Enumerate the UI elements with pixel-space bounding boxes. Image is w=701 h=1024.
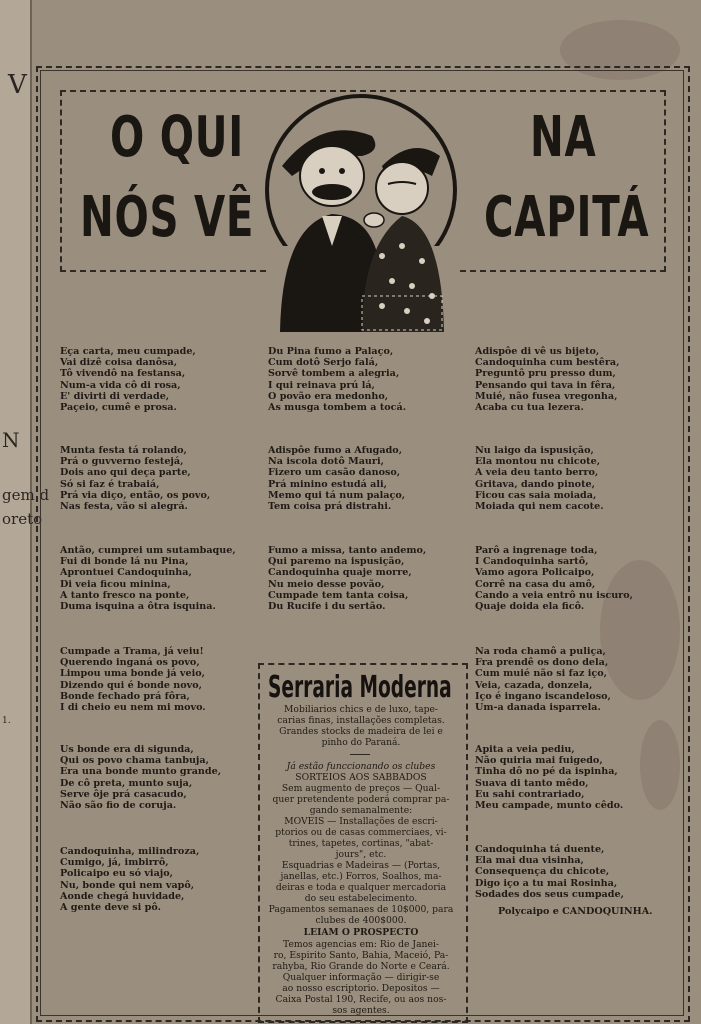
stanza [475, 346, 619, 413]
stanza [268, 445, 405, 512]
ad-divider [350, 754, 370, 755]
verse-line: Antão, cumprei um sutambaque, [60, 545, 236, 556]
verse-line: Iço é ingano iscandeloso, [475, 690, 611, 702]
ad-line: LEIAM O PROSPECTO [303, 927, 419, 938]
verse-line: Querendo inganá os povo, [60, 657, 200, 669]
ad-line: rahyba, Rio Grande do Norte e Ceará. [272, 961, 450, 972]
ad-line: Pagamentos semanaes de 10$000, para [268, 904, 454, 915]
verse-line: Acaba cu tua lezera. [475, 402, 584, 414]
ad-line: ptorios ou de casas commerciaes, vi- [275, 827, 447, 838]
stanza [475, 744, 623, 811]
verse-line: Vamo agora Policaipo, [475, 567, 595, 579]
ad-line: pinho do Paraná. [321, 737, 401, 748]
verse-line: Munta festa tá rolando, [60, 445, 187, 456]
stanza [60, 445, 210, 512]
verse-line: Cando a veia entrô nu iscuro, [475, 589, 633, 601]
verse-line: Gritava, dando pinote, [475, 478, 595, 490]
verse-line: Qui paremo na ispusição, [268, 556, 405, 568]
verse-line: Prá o guvverno festejá, [60, 456, 184, 468]
verse-line: Fizero um casão danoso, [268, 467, 401, 479]
ad-line: Esquadrias e Madeiras — (Portas, [281, 860, 441, 871]
verse-line: Qui os povo chama tanbuja, [60, 755, 209, 767]
verse-line: Dizendo qui é bonde novo, [60, 679, 202, 691]
verse-line: Cum dotô Serjo falá, [268, 357, 379, 369]
verse-line: Candoquinha cum bestêra, [475, 357, 620, 369]
verse-line: Cumpade tem tanta coisa, [268, 589, 409, 601]
ad-line: janellas, etc.) Forros, Soalhos, ma- [280, 871, 442, 882]
verse-line: Du Rucife i du sertão. [268, 601, 386, 613]
ad-line: sos agentes. [332, 1005, 390, 1016]
ad-line: Sem augmento de preços — Qual- [281, 783, 441, 794]
verse-line: I Candoquinha sartô, [475, 556, 589, 568]
neighbor-fragment: 1. [2, 716, 11, 726]
verse-line: I di cheio eu nem mi movo. [60, 702, 206, 714]
verse-line: Nu meio desse povão, [268, 578, 385, 590]
ad-line: ro, Espirito Santo, Bahia, Maceió, Pa- [273, 950, 449, 961]
verse-line: Num-a vida cô di rosa, [60, 379, 181, 391]
verse-line: Prá via diço, então, os povo, [60, 489, 211, 501]
verse-line: Vai dizê coisa danôsa, [60, 357, 178, 369]
verse-line: A gente deve si pô. [60, 902, 161, 914]
stanza [60, 545, 236, 612]
ad-line: ao nosso escriptorio. Depositos — [282, 983, 440, 994]
verse-line: Não são fio de coruja. [60, 800, 177, 812]
verse-line: As musga tombem a tocá. [268, 402, 407, 414]
stanza [475, 445, 604, 512]
stanza [60, 346, 196, 413]
verse-line: Sorvê tombem a alegria, [268, 368, 400, 380]
stanza [268, 545, 426, 612]
verse-line: Nas festa, vão si alegrá. [60, 501, 188, 513]
verse-line: Policaipo eu só viajo, [60, 868, 173, 880]
verse-line: Prá minino estudá ali, [268, 478, 387, 490]
verse-line: Aprontuei Candoquinha, [60, 567, 192, 579]
neighbor-fragment: V [8, 70, 27, 100]
verse-line: Parô a ingrenage toda, [475, 545, 598, 556]
verse-line: Fui di bonde lá nu Pina, [60, 556, 189, 568]
verse-line: Ficou cas saia moiada, [475, 489, 597, 501]
ad-line: Já estão funccionando os clubes [286, 761, 436, 772]
verse-line: Eça carta, meu cumpade, [60, 346, 196, 357]
ad-line: Temos agencias em: Rio de Janei- [283, 939, 439, 950]
caricature-illustration [262, 96, 460, 332]
verse-line: Veia, cazada, donzela, [475, 679, 593, 691]
verse-line: Us bonde era di sigunda, [60, 744, 194, 755]
verse-line: Adispôe fumo a Afugado, [268, 445, 403, 456]
verse-line: Só si faz é trabaiá, [60, 478, 160, 490]
verse-line: Candoquinha tá duente, [475, 844, 605, 855]
headline-left-top: O QUI [110, 105, 244, 170]
ad-title: Serraria Moderna [268, 670, 452, 705]
verse-line: A tanto fresco na ponte, [60, 589, 190, 601]
verse-line: Candoquinha quaje morre, [268, 567, 412, 579]
ad-line: jours", etc. [335, 849, 387, 860]
verse-line: E' divirti di verdade, [60, 390, 170, 402]
ad-line: do seu estabelecimento. [304, 893, 418, 904]
verse-line: Nu laigo da ispusição, [475, 445, 594, 456]
stanza [60, 646, 206, 713]
verse-line: Ela mai dua visinha, [475, 855, 584, 867]
stanza [475, 545, 633, 612]
verse-line: Fumo a missa, tanto andemo, [268, 545, 427, 556]
verse-line: Fra prendê os dono dela, [475, 657, 609, 669]
verse-line: Duma isquina a ôtra isquina. [60, 601, 216, 613]
verse-line: O povão era medonho, [268, 390, 389, 402]
verse-line: Memo qui tá num palaço, [268, 489, 406, 501]
neighbor-fragment: gem d [2, 486, 50, 504]
verse-line: Meu campade, munto cêdo. [475, 800, 624, 812]
ad-line: MOVEIS — Installações de escri- [284, 816, 438, 827]
verse-line: Dois ano qui deça parte, [60, 467, 191, 479]
verse-line: Limpou uma bonde já veio, [60, 668, 205, 680]
ad-line: deiras e toda e qualquer mercadoria [275, 882, 447, 893]
verse-line: Paçeio, cumê e prosa. [60, 402, 177, 414]
verse-line: Eu sahi contrariado, [475, 788, 585, 800]
verse-line: Cumpade a Trama, já veiu! [60, 646, 204, 657]
adjacent-page-strip [0, 0, 50, 1024]
ad-line: carias finas, installações completas. [277, 715, 445, 726]
headline-right-top: NA [530, 105, 597, 170]
neighbor-fragment: oreto [2, 510, 43, 528]
verse-line: Muié, não fusea vregonha, [475, 390, 618, 402]
headline-right-bottom: CAPITÁ [484, 185, 650, 250]
verse-line: Suava di tanto mêdo, [475, 777, 589, 789]
ad-line: Caixa Postal 190, Recife, ou aos nos- [275, 994, 447, 1005]
verse-line: Preguntô pru presso dum, [475, 368, 616, 380]
verse-line: Na roda chamô a puliça, [475, 646, 606, 657]
signature: Polycaipo e CANDOQUINHA. [498, 906, 653, 917]
verse-line: Não quiria mai fuigedo, [475, 755, 603, 767]
ad-line: trines, tapetes, cortinas, "abat- [288, 838, 434, 849]
ad-line: Qualquer informação — dirigir-se [282, 972, 440, 983]
ad-line: Mobiliarios chics e de luxo, tape- [284, 704, 438, 715]
neighbor-fragment: N [2, 428, 20, 452]
ad-line: SORTEIOS AOS SABBADOS [295, 772, 427, 783]
verse-line: Adispôe di vê us bijeto, [475, 346, 600, 357]
verse-line: Tinha dô no pé da ispinha, [475, 766, 618, 778]
ad-line: gando semanalmente: [309, 805, 413, 816]
verse-line: I qui reinava prú lá, [268, 379, 375, 391]
verse-line: De cô preta, munto suja, [60, 777, 193, 789]
verse-line: Ela montou nu chicote, [475, 456, 601, 468]
ad-line: clubes de 400$000. [315, 915, 407, 926]
ad-line: Grandes stocks de madeira de lei e [279, 726, 443, 737]
verse-line: Aonde chegá huvidade, [60, 890, 185, 902]
verse-line: Moiada qui nem cacote. [475, 501, 604, 513]
verse-line: Serve ôje prá casacudo, [60, 788, 187, 800]
verse-line: Cum muié não si faz iço, [475, 668, 607, 680]
verse-line: Corrê na casa du amô, [475, 578, 596, 590]
verse-line: Na iscola dotô Mauri, [268, 456, 384, 468]
stanza [268, 346, 406, 413]
stanza [475, 646, 611, 713]
verse-line: Apita a veia pediu, [475, 744, 575, 755]
verse-line: Digo iço a tu mai Rosinha, [475, 877, 618, 889]
verse-line: Du Pina fumo a Palaço, [268, 346, 394, 357]
verse-line: Candoquinha, milindroza, [60, 846, 200, 857]
verse-line: A veia deu tanto berro, [475, 467, 599, 479]
stanza [475, 844, 624, 900]
stanza [60, 744, 221, 811]
verse-line: Cumigo, já, imbirrô, [60, 857, 169, 869]
verse-line: Um-a danada isparrela. [475, 702, 601, 714]
verse-line: Tô vivendô na festansa, [60, 368, 186, 380]
verse-line: Pensando qui tava in fêra, [475, 379, 616, 391]
verse-line: Di veia ficou minina, [60, 578, 171, 590]
stanza [60, 846, 199, 913]
verse-line: Sodades dos seus cumpade, [475, 888, 624, 900]
verse-line: Tem coisa prá distrahi. [268, 501, 392, 513]
verse-line: Nu, bonde qui nem vapô, [60, 879, 195, 891]
verse-line: Consequença du chicote, [475, 866, 610, 878]
verse-line: Bonde fechado prá fôra, [60, 690, 190, 702]
verse-line: Quaje doida ela ficô. [475, 601, 585, 613]
verse-line: Era una bonde munto grande, [60, 766, 222, 778]
headline-left-bottom: NÓS VÊ [80, 185, 255, 250]
ad-line: quer pretendente poderá comprar pa- [272, 794, 450, 805]
